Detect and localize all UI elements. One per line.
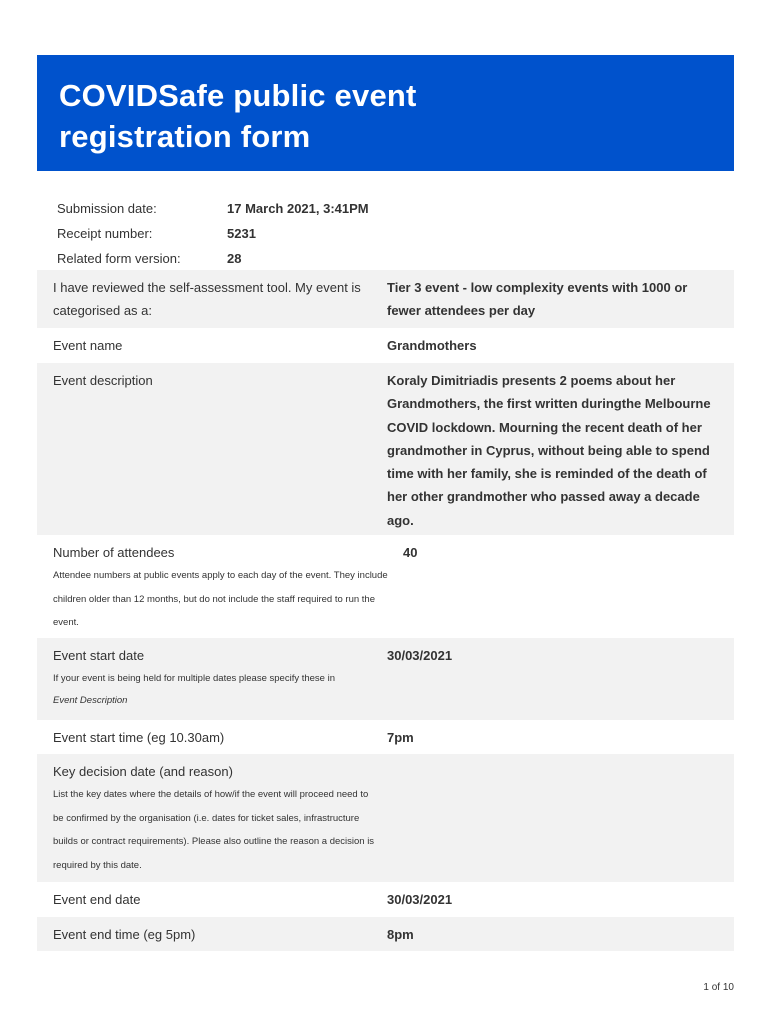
page-title-line1: COVIDSafe public event	[59, 78, 417, 113]
question-label: Number of attendees	[53, 545, 175, 560]
meta-label: Receipt number:	[57, 226, 153, 241]
question-label: Event start time (eg 10.30am)	[53, 730, 225, 745]
meta-label: Related form version:	[57, 251, 181, 266]
answer-value: Koraly Dimitriadis presents 2 poems about her Grandmothers, the first written duringthe Melbourne COVID lockdown. Mourning the recent death of her grandmother in Cyprus, without being able to spend time with her family, she is reminded of the death of her other grandmother who passed away a decade ago.	[387, 373, 711, 528]
question-label: Event description	[53, 373, 153, 388]
question-help-text: List the key dates where the details of how/if the event will proceed need to be confirmed by the organisation (i.e. dates for ticket sales, infrastructure builds or contract requirements). Please also outline the reason a decision is required by this date.	[53, 789, 375, 871]
question-label: Event start date	[53, 648, 145, 663]
row-end-time	[37, 917, 734, 951]
row-event-description	[37, 363, 734, 535]
form-title-banner	[37, 55, 734, 171]
page-title-line2: registration form	[59, 119, 311, 154]
row-event-category	[37, 270, 734, 328]
question-help-text: Attendee numbers at public events apply to each day of the event. They include children older than 12 months, but do not include the staff required to run the event.	[53, 570, 388, 628]
page-number: 1 of 10	[703, 982, 734, 993]
question-block	[53, 644, 387, 712]
meta-row-form-version	[57, 246, 557, 271]
question-label: I have reviewed the self-assessment tool. My event is categorised as a:	[53, 280, 361, 318]
meta-label: Submission date:	[57, 201, 157, 216]
meta-value: 5231	[227, 226, 256, 241]
question-label: Event name	[53, 338, 123, 353]
meta-row-submission-date	[57, 196, 557, 221]
meta-value: 17 March 2021, 3:41PM	[227, 201, 369, 216]
answer-value	[387, 760, 718, 874]
answer-value: 7pm	[387, 730, 414, 745]
question-label: Event end time (eg 5pm)	[53, 927, 196, 942]
form-responses	[37, 270, 734, 951]
row-start-time	[37, 720, 734, 754]
question-block	[53, 541, 403, 630]
row-end-date	[37, 882, 734, 917]
answer-value: 40	[403, 545, 418, 560]
answer-value: 30/03/2021	[387, 648, 453, 663]
row-start-date	[37, 638, 734, 720]
row-attendees	[37, 535, 734, 638]
question-block	[53, 760, 387, 874]
row-event-name	[37, 328, 734, 363]
question-label: Key decision date (and reason)	[53, 764, 233, 779]
question-help-text-italic: Event Description	[53, 694, 128, 706]
meta-value: 28	[227, 251, 242, 266]
question-label: Event end date	[53, 892, 141, 907]
submission-meta	[57, 196, 557, 271]
answer-value: 30/03/2021	[387, 892, 453, 907]
row-key-decision-date	[37, 754, 734, 882]
answer-value: 8pm	[387, 927, 414, 942]
question-help-text: If your event is being held for multiple dates please specify these in	[53, 673, 335, 684]
meta-row-receipt-number	[57, 221, 557, 246]
answer-value: Tier 3 event - low complexity events with 1000 or fewer attendees per day	[387, 280, 688, 319]
page-title	[59, 75, 712, 157]
answer-value: Grandmothers	[387, 338, 477, 353]
